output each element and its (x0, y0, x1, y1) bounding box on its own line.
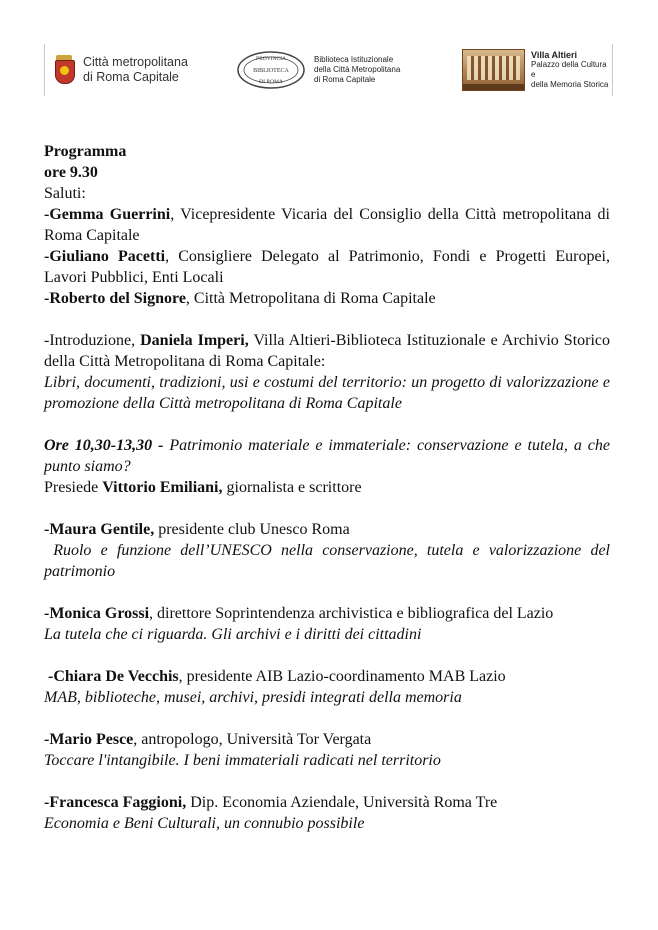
introduction (44, 330, 610, 372)
speaker-role: presidente club Unesco Roma (154, 521, 350, 538)
library-seal-icon (236, 50, 306, 90)
session-heading (44, 435, 610, 477)
palazzo-image-icon (462, 49, 525, 91)
speaker-role: , direttore Soprintendenza archivistica e bibliografica del Lazio (149, 605, 554, 622)
speaker-role: Dip. Economia Aziendale, Università Roma Tre (186, 794, 498, 811)
seal-bot-text: DI ROMA (259, 79, 283, 85)
logo2-line1: Biblioteca Istituzionale (314, 55, 394, 64)
session-chair (44, 477, 610, 498)
speaker-name: -Mario Pesce (44, 731, 134, 748)
logo2-line3: di Roma Capitale (314, 75, 376, 84)
speaker-name: -Gemma Guerrini (44, 206, 171, 223)
chair-prefix: Presiede (44, 479, 103, 496)
program-content (44, 141, 615, 834)
speaker-name: -Monica Grossi (44, 605, 150, 622)
speaker-role: giornalista e scrittore (222, 479, 362, 496)
seal-top-text: PROVINCIA (256, 56, 286, 62)
intro-prefix: -Introduzione, (44, 332, 141, 349)
logo3-line2: Palazzo della Cultura e (531, 60, 607, 79)
greetings-label: Saluti: (44, 185, 86, 202)
talk-title: Economia e Beni Culturali, un connubio possibile (44, 815, 365, 832)
talk-de-vecchis (44, 666, 610, 687)
speaker-role: , antropologo, Università Tor Vergata (133, 731, 372, 748)
speaker-name: -Francesca Faggioni, (44, 794, 187, 811)
speaker-name: Vittorio Emiliani, (102, 479, 223, 496)
talk-title: La tutela che ci riguarda. Gli archivi e i diritti dei cittadini (44, 626, 422, 643)
villa-altieri-logo (462, 44, 613, 96)
citta-metropolitana-logo (44, 44, 220, 96)
logo3-line3: della Memoria Storica (531, 80, 609, 89)
talk-gentile (44, 519, 610, 540)
session-time: Ore 10,30-13,30 - (44, 437, 170, 454)
speaker-del-signore (44, 288, 610, 309)
speaker-role: Villa Altieri-Biblioteca Istituzionale e Archivio Storico della Città Metropolitana di Roma Capitale: (44, 332, 611, 370)
time-9-30: ore 9.30 (44, 164, 98, 181)
talk-faggioni (44, 792, 610, 813)
logo1-line2: di Roma Capitale (83, 70, 179, 84)
speaker-name: -Chiara De Vecchis (44, 668, 179, 685)
seal-mid-text: BIBLIOTECA (253, 68, 289, 74)
logo1-line1: Città metropolitana (83, 55, 188, 69)
program-heading: Programma (44, 143, 127, 160)
talk-title: Ruolo e funzione dell’UNESCO nella conservazione, tutela e valorizzazione del patrimonio (44, 542, 615, 580)
speaker-name: Daniela Imperi, (140, 332, 249, 349)
speaker-role: , Città Metropolitana di Roma Capitale (185, 290, 436, 307)
speaker-name: -Maura Gentile, (44, 521, 155, 538)
speaker-name: -Roberto del Signore (44, 290, 186, 307)
talk-title: Toccare l'intangibile. I beni immateriali radicati nel territorio (44, 752, 441, 769)
speaker-pacetti (44, 246, 610, 288)
logo2-line2: della Città Metropolitana (314, 65, 401, 74)
speaker-role: , Consigliere Delegato al Patrimonio, Fondi e Progetti Europei, Lavori Pubblici, Enti Locali (44, 248, 610, 286)
talk-grossi (44, 603, 610, 624)
logo3-line1: Villa Altieri (531, 50, 578, 60)
biblioteca-logo (236, 44, 436, 96)
session-title: Patrimonio materiale e immateriale: conservazione e tutela, a che punto siamo? (44, 437, 610, 475)
speaker-guerrini (44, 204, 610, 246)
speaker-name: -Giuliano Pacetti (44, 248, 166, 265)
talk-pesce (44, 729, 610, 750)
speaker-role: , presidente AIB Lazio-coordinamento MAB Lazio (178, 668, 506, 685)
coat-of-arms-icon (53, 55, 75, 85)
talk-title: MAB, biblioteche, musei, archivi, presidi integrati della memoria (44, 689, 462, 706)
intro-title: Libri, documenti, tradizioni, usi e costumi del territorio: un progetto di valorizzazione e promozione della Città metropolitana di Roma Capitale (44, 374, 610, 412)
header-logos (44, 44, 612, 96)
speaker-role: , Vicepresidente Vicaria del Consiglio della Città metropolitana di Roma Capitale (44, 206, 610, 244)
